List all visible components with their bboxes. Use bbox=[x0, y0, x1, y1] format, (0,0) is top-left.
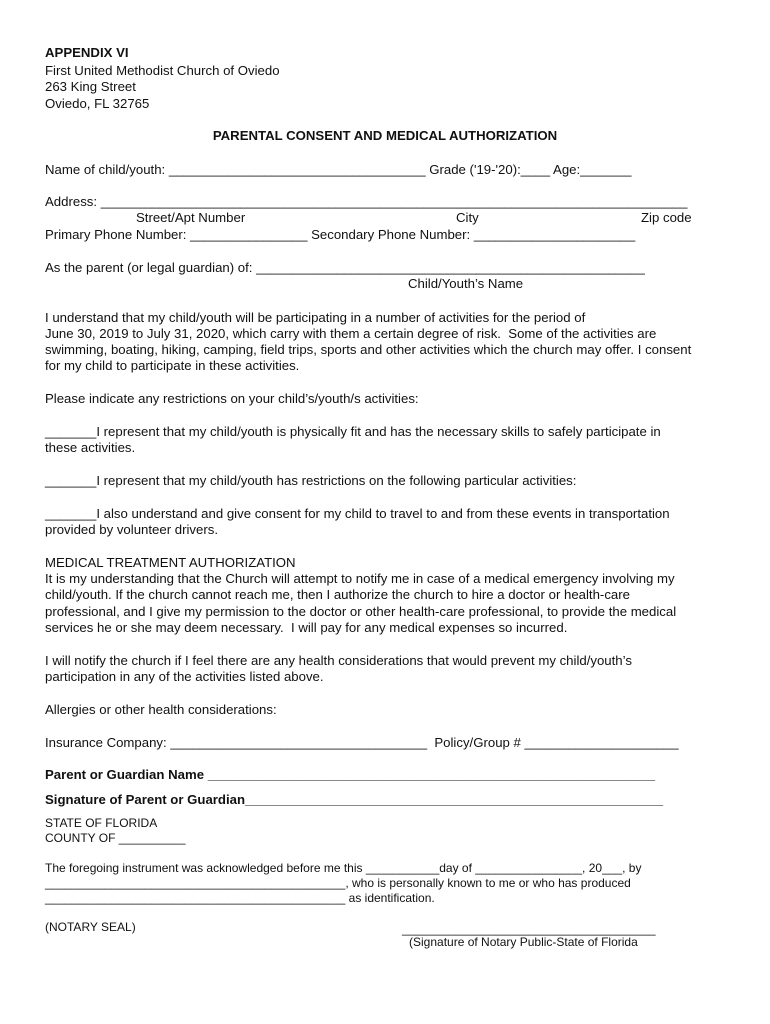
medical-heading: MEDICAL TREATMENT AUTHORIZATION bbox=[45, 555, 296, 570]
parent-name-field[interactable]: Parent or Guardian Name _____________________________________________________________ bbox=[45, 767, 656, 782]
notary-seal-label: (NOTARY SEAL) bbox=[45, 920, 136, 934]
org-street: 263 King Street bbox=[45, 79, 136, 94]
insurance-field[interactable]: Insurance Company: ___________________________________ Policy/Group # _____________________ bbox=[45, 735, 679, 750]
notify-line-1: I will notify the church if I feel there are any health considerations that would prevent my child/youth’s bbox=[45, 653, 632, 668]
notary-state: STATE OF FLORIDA bbox=[45, 816, 158, 830]
medical-line-1: It is my understanding that the Church will attempt to notify me in case of a medical emergency involving my bbox=[45, 571, 675, 586]
address-zip-caption: Zip code bbox=[641, 210, 692, 225]
understand-line-1: I understand that my child/youth will be participating in a number of activities for the period of bbox=[45, 310, 586, 325]
medical-line-4: services he or she may deem necessary. I will pay for any medical expenses so incurred. bbox=[45, 620, 568, 635]
child-name-field[interactable]: Name of child/youth: ___________________________________ Grade ('19-'20):____ Age:_______ bbox=[45, 162, 632, 177]
phone-fields[interactable]: Primary Phone Number: ________________ Secondary Phone Number: ______________________ bbox=[45, 227, 636, 242]
notary-signature-line[interactable]: ______________________________________ bbox=[402, 922, 656, 936]
notary-ack-line-1[interactable]: The foregoing instrument was acknowledged before me this ___________day of ________________, 20___, by bbox=[45, 861, 642, 875]
address-street-caption: Street/Apt Number bbox=[136, 210, 246, 225]
transport-line-2: provided by volunteer drivers. bbox=[45, 522, 218, 537]
restrictions-statement[interactable]: _______I represent that my child/youth has restrictions on the following particular activities: bbox=[45, 473, 577, 488]
notary-ack-line-3[interactable]: _____________________________________________ as identification. bbox=[45, 891, 435, 905]
fit-statement-line-1[interactable]: _______I represent that my child/youth is physically fit and has the necessary skills to safely participate in bbox=[45, 424, 661, 439]
restrictions-prompt: Please indicate any restrictions on your child’s/youth/s activities: bbox=[45, 391, 419, 406]
notary-county[interactable]: COUNTY OF __________ bbox=[45, 831, 186, 845]
fit-statement-line-2: these activities. bbox=[45, 440, 136, 455]
guardian-caption: Child/Youth’s Name bbox=[408, 276, 524, 291]
medical-line-2: child/youth. If the church cannot reach me, then I authorize the church to hire a doctor or health-care bbox=[45, 587, 630, 602]
parent-signature-field[interactable]: Signature of Parent or Guardian_________________________________________________________ bbox=[45, 792, 664, 807]
transport-line-1[interactable]: _______I also understand and give consent for my child to travel to and from these events in transportation bbox=[45, 506, 670, 521]
notary-ack-line-2[interactable]: _____________________________________________, who is personally known to me or who has produced bbox=[45, 876, 631, 890]
org-name: First United Methodist Church of Oviedo bbox=[45, 63, 280, 78]
allergies-label[interactable]: Allergies or other health considerations: bbox=[45, 702, 277, 717]
org-city: Oviedo, FL 32765 bbox=[45, 96, 150, 111]
understand-line-2: June 30, 2019 to July 31, 2020, which carry with them a certain degree of risk. Some of the activities are bbox=[45, 326, 657, 341]
medical-line-3: professional, and I give my permission to the doctor or other health-care professional, to provide the medical bbox=[45, 604, 677, 619]
understand-line-3: swimming, boating, hiking, camping, field trips, sports and other activities which the church may offer. I consent bbox=[45, 342, 692, 357]
notary-signature-caption: (Signature of Notary Public-State of Florida bbox=[409, 935, 638, 949]
address-city-caption: City bbox=[456, 210, 479, 225]
notify-line-2: participation in any of the activities listed above. bbox=[45, 669, 324, 684]
understand-line-4: for my child to participate in these activities. bbox=[45, 358, 300, 373]
page-title: PARENTAL CONSENT AND MEDICAL AUTHORIZATION bbox=[212, 128, 558, 143]
address-field[interactable]: Address: ________________________________________________________________________________ bbox=[45, 194, 688, 209]
guardian-of-field[interactable]: As the parent (or legal guardian) of: _____________________________________________________ bbox=[45, 260, 645, 275]
appendix-label: APPENDIX VI bbox=[45, 45, 129, 60]
